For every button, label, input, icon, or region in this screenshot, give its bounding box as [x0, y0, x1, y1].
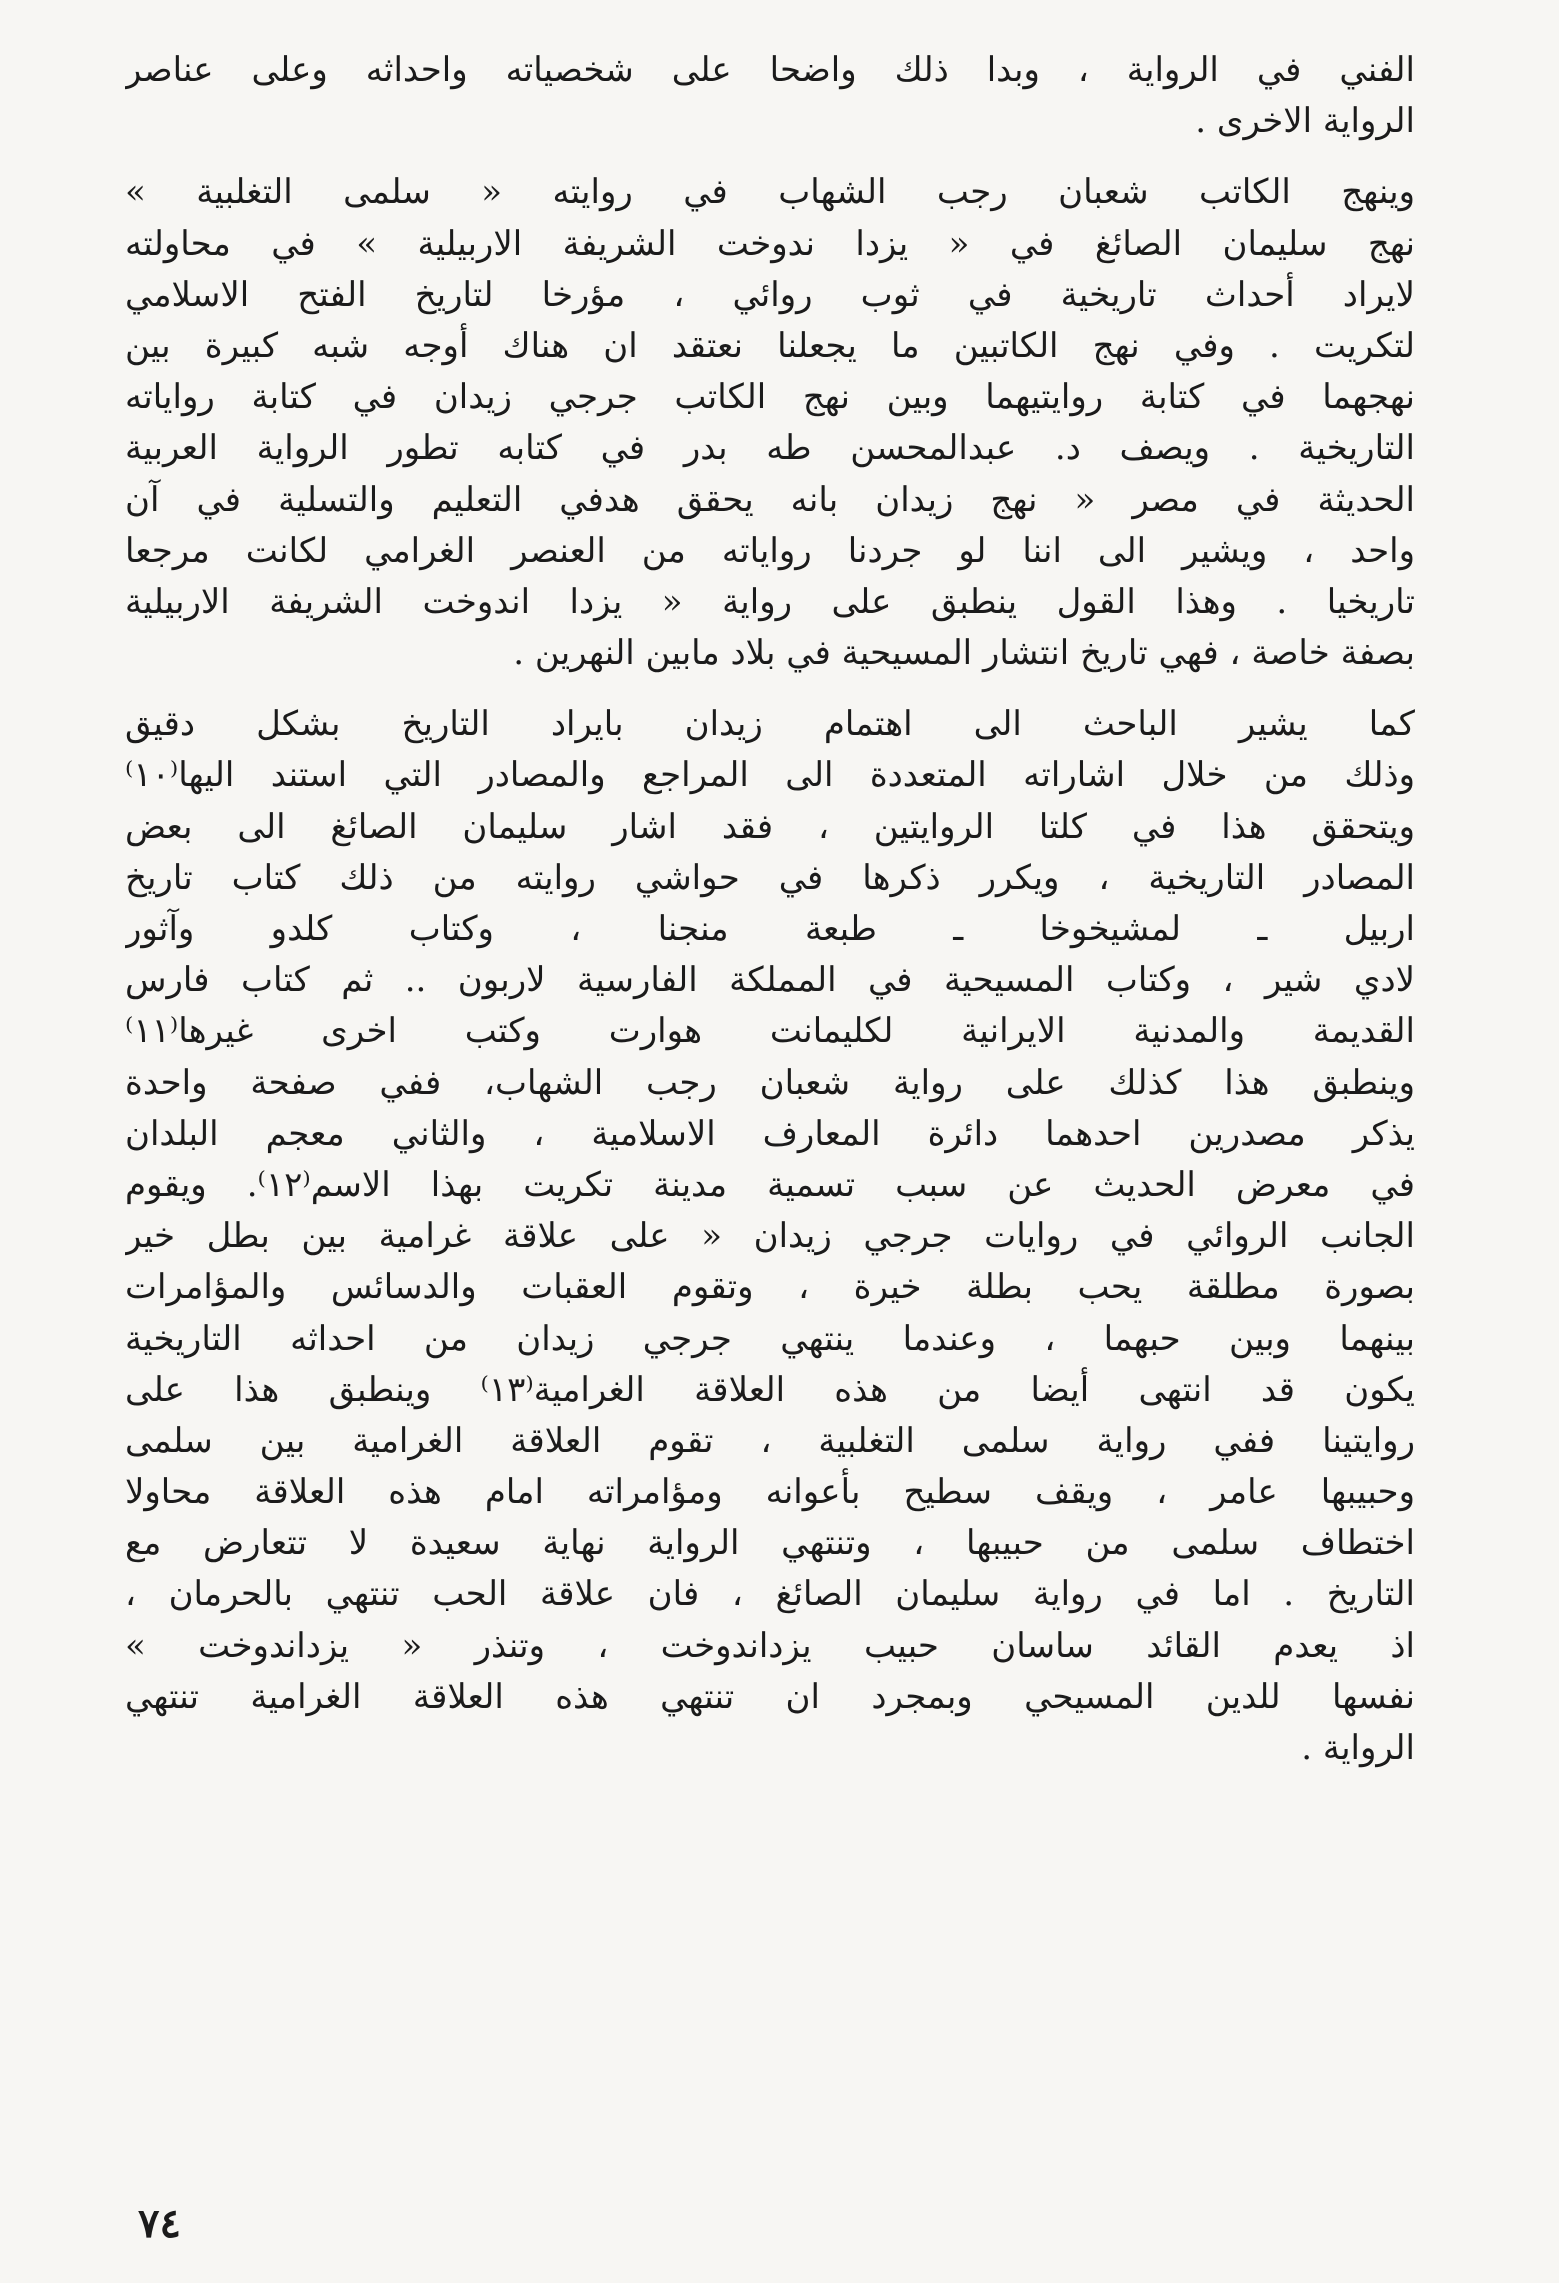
text-line: المصادر التاريخية ، ويكرر ذكرها في حواشي روايته من ذلك كتاب تاريخ — [125, 857, 1415, 898]
text-line: واحد ، ويشير الى اننا لو جردنا رواياته من العنصر الغرامي لكانت مرجعا — [125, 530, 1415, 571]
text-line: التاريخ . اما في رواية سليمان الصائغ ، فان علاقة الحب تنتهي بالحرمان ، — [125, 1574, 1415, 1615]
text-line: يكون قد انتهى أيضا من هذه العلاقة الغرامية⁽١٣⁾ وينطبق هذا على — [125, 1369, 1415, 1410]
text-line: الحديثة في مصر « نهج زيدان بانه يحقق هدفي التعليم والتسلية في آن — [125, 479, 1415, 520]
paragraph-2 — [125, 167, 1415, 679]
text-line: ويتحقق هذا في كلتا الروايتين ، فقد اشار سليمان الصائغ الى بعض — [125, 806, 1415, 847]
text-line: نهج سليمان الصائغ في « يزدا ندوخت الشريفة الاربيلية » في محاولته — [125, 223, 1415, 264]
text-line: في معرض الحديث عن سبب تسمية مدينة تكريت بهذا الاسم⁽١٢⁾. ويقوم — [125, 1164, 1415, 1205]
text-line: وينطبق هذا كذلك على رواية شعبان رجب الشهاب، ففي صفحة واحدة — [125, 1062, 1415, 1103]
text-line: نهجهما في كتابة روايتيهما وبين نهج الكاتب جرجي زيدان في كتابة رواياته — [125, 377, 1415, 418]
text-line: الرواية الاخرى . — [1195, 101, 1415, 142]
text-line: القديمة والمدنية الايرانية لكليمانت هوارت وكتب اخرى غيرها⁽١١⁾ — [125, 1011, 1415, 1052]
text-line: اختطاف سلمى من حبيبها ، وتنتهي الرواية نهاية سعيدة لا تتعارض مع — [125, 1523, 1415, 1564]
paragraph-1 — [125, 45, 1415, 147]
text-line: الجانب الروائي في روايات جرجي زيدان « على علاقة غرامية بين بطل خير — [125, 1216, 1415, 1257]
text-line: نفسها للدين المسيحي وبمجرد ان تنتهي هذه العلاقة الغرامية تنتهي — [125, 1676, 1415, 1717]
text-line: التاريخية . ويصف د. عبدالمحسن طه بدر في كتابه تطور الرواية العربية — [125, 428, 1415, 469]
text-line: الرواية . — [1301, 1728, 1415, 1768]
text-line: لايراد أحداث تاريخية في ثوب روائي ، مؤرخا لتاريخ الفتح الاسلامي — [125, 274, 1415, 315]
text-line: بصفة خاصة ، فهي تاريخ انتشار المسيحية في بلاد مابين النهرين . — [513, 633, 1415, 674]
text-line: كما يشير الباحث الى اهتمام زيدان بايراد التاريخ بشكل دقيق — [125, 704, 1415, 745]
paragraph-spacer — [125, 679, 1415, 699]
text-line: وذلك من خلال اشاراته المتعددة الى المراجع والمصادر التي استند اليها⁽١٠⁾ — [125, 755, 1415, 796]
text-line: اذ يعدم القائد ساسان حبيب يزداندوخت ، وتنذر « يزداندوخت » — [125, 1625, 1415, 1666]
page-number: ٧٤ — [138, 2200, 181, 2247]
text-line: الفني في الرواية ، وبدا ذلك واضحا على شخصياته واحداثه وعلى عناصر — [125, 50, 1415, 90]
text-line: وحبيبها عامر ، ويقف سطيح بأعوانه ومؤامراته امام هذه العلاقة محاولا — [125, 1472, 1415, 1513]
text-line: تاريخيا . وهذا القول ينطبق على رواية « يزدا اندوخت الشريفة الاربيلية — [125, 581, 1415, 622]
text-line: لادي شير ، وكتاب المسيحية في المملكة الفارسية لاربون .. ثم كتاب فارس — [125, 960, 1415, 1001]
text-line: وينهج الكاتب شعبان رجب الشهاب في روايته « سلمى التغلبية » — [125, 172, 1415, 213]
text-line: بينهما وبين حبهما ، وعندما ينتهي جرجي زيدان من احداثه التاريخية — [125, 1318, 1415, 1359]
paragraph-3 — [125, 699, 1415, 1774]
text-line: يذكر مصدرين احدهما دائرة المعارف الاسلامية ، والثاني معجم البلدان — [125, 1113, 1415, 1154]
text-line: اربيل ـ لمشيخوخا ـ طبعة منجنا ، وكتاب كلدو وآثور — [125, 909, 1415, 949]
text-line: بصورة مطلقة يحب بطلة خيرة ، وتقوم العقبات والدسائس والمؤامرات — [125, 1267, 1415, 1308]
paragraph-spacer — [125, 147, 1415, 167]
text-line: روايتينا ففي رواية سلمى التغلبية ، تقوم العلاقة الغرامية بين سلمى — [125, 1420, 1415, 1461]
body-text — [125, 45, 1415, 1774]
text-line: لتكريت . وفي نهج الكاتبين ما يجعلنا نعتقد ان هناك أوجه شبه كبيرة بين — [125, 325, 1415, 366]
